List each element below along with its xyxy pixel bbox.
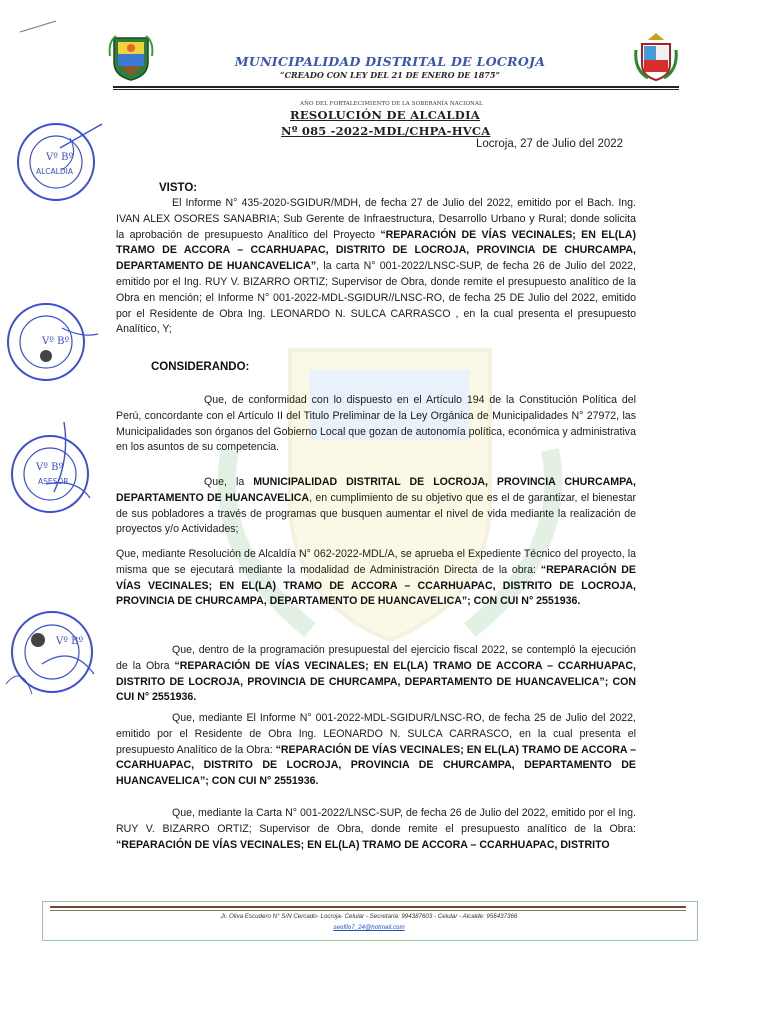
seal-1-label: ALCALDIA (36, 167, 73, 176)
project-name-3: “REPARACIÓN DE VÍAS VECINALES; EN EL(LA) TRAMO DE ACCORA – CCARHUAPAC, DISTRITO DE LOCROJA, PROVINCIA DE CHURCAMPA, DEPARTAMENTO DE HUANCAVELICA”; CON CUI N° 2551936. (116, 659, 636, 704)
considerando-text-6a: Que, mediante la Carta N° 001-2022/LNSC-SUP, de fecha 26 de Julio del 2022, emitido por el Ing. RUY V. BIZARRO ORTIZ; Supervisor de Obra, donde remite el presupuesto analítico de la Obra: (116, 807, 636, 835)
considerando-heading: CONSIDERANDO: (151, 361, 250, 373)
seal-3-vb: Vº Bº (36, 462, 64, 473)
header-divider (113, 86, 679, 90)
seal-municipal-icon (2, 298, 102, 386)
footer-divider-thin (50, 910, 686, 911)
considerando-paragraph-3 (116, 547, 636, 610)
year-name: AÑO DEL FORTALECIMIENTO DE LA SOBERANÍA NACIONAL (300, 101, 483, 107)
municipality-full-name: MUNICIPALIDAD DISTRITAL DE LOCROJA, PROVINCIA CHURCAMPA, DEPARTAMENTO DE HUANCAVELICA (116, 476, 636, 504)
considerando-text-4a: Que, dentro de la programación presupuestal del ejercicio fiscal 2022, se contempló la ejecución de la Obra (116, 644, 636, 672)
visto-paragraph (116, 196, 636, 338)
considerando-paragraph-2 (116, 475, 636, 538)
seal-gerencia-icon (2, 604, 102, 700)
visto-text-1: El Informe N° 435-2020-SGIDUR/MDH, de fecha 27 de Julio del 2022, emitido por el Bach. Ing. IVAN ALEX OSORES SANABRIA; Sub Gerente de Infraestructura, Desarrollo Urbano y Rural; donde solicita la aprobación de presupuesto Analítico del Proyecto (116, 197, 636, 241)
national-coat-of-arms-icon (632, 30, 680, 82)
considerando-paragraph-6 (116, 806, 636, 853)
municipality-motto: “CREADO CON LEY DEL 21 DE ENERO DE 1875” (279, 70, 501, 80)
project-name-5: “REPARACIÓN DE VÍAS VECINALES; EN EL(LA) TRAMO DE ACCORA – CCARHUAPAC, DISTRITO (116, 838, 610, 851)
seal-asesor-icon (6, 418, 102, 518)
place-date: Locroja, 27 de Julio del 2022 (476, 138, 624, 150)
considerando-paragraph-5 (116, 711, 636, 790)
resolution-number: Nº 085 -2022-MDL/CHPA-HVCA (281, 124, 491, 138)
considerando-text-5a: Que, mediante El Informe N° 001-2022-MDL-SGIDUR/LNSC-RO, de fecha 25 de Julio del 2022, emitido por el Residente de Obra Ing. LEONARDO N. SULCA CARRASCO, en la cual presenta el presupuesto Analítico de la Obra: (116, 712, 636, 756)
project-name-2: “REPARACIÓN DE VÍAS VECINALES; EN EL(LA) TRAMO DE ACCORA – CCARHUAPAC, DISTRITO DE LOCROJA, PROVINCIA DE CHURCAMPA, DEPARTAMENTO DE HUANCAVELICA”; CON CUI N° 2551936. (116, 563, 636, 608)
seal-1-vb: Vº Bº (46, 152, 74, 163)
footer-email-link[interactable]: seofilo7_24@hotmail.com (333, 924, 405, 931)
seal-4-vb: Vº Bº (56, 636, 84, 647)
project-name: “REPARACIÓN DE VÍAS VECINALES; EN EL(LA) TRAMO DE ACCORA – CCARHUAPAC, DISTRITO DE LOCROJA, PROVINCIA DE CHURCAMPA, DEPARTAMENTO DE HUANCAVELICA” (116, 228, 636, 273)
seal-alcaldia-icon (10, 118, 106, 208)
letterhead (100, 30, 680, 92)
seal-2-vb: Vº Bº (42, 336, 70, 347)
considerando-text-3a: Que, mediante Resolución de Alcaldía N° 062-2022-MDL/A, se aprueba el Expediente Técnico del proyecto, la misma que se ejecutará mediante la modalidad de Administración Directa de la obra: (116, 548, 636, 576)
considerando-text-1: Que, de conformidad con lo dispuesto en el Artículo 194 de la Constitución Política del Perú, concordante con el Artículo II del Titulo Preliminar de la Ley Orgánica de Municipalidades N° 27972, las Municipalidades son órganos del Gobierno Local que gozan de autonomía política, económica y administrativa en los asuntos de su competencia. (116, 394, 636, 454)
visto-heading: VISTO: (159, 182, 198, 194)
visto-text-2: , la carta N° 001-2022/LNSC-SUP, de fecha 26 de Julio del 2022, emitido por el Ing. RUY V. BIZARRO ORTIZ; Supervisor de Obra, donde remite el presupuesto analítico de la Obra en mención; el Informe N° 001-2022-MDL-SGIDUR//LNSC-RO, de fecha 25 DE Julio del 2022, emitido por el Residente de Obra Ing. LEONARDO N. SULCA CARRASCO , en la cual presenta el presupuesto Analítico, Y; (116, 260, 636, 336)
footer-divider (50, 906, 686, 908)
considerando-text-2b: , en cumplimiento de su objetivo que es el de garantizar, el bienestar de sus pobladores a través de programas que busquen aumentar el nivel de vida mediante la realización de proyectos y/o Actividades; (116, 491, 636, 536)
considerando-text-2a: Que, la (204, 476, 254, 488)
municipality-name: MUNICIPALIDAD DISTRITAL DE LOCROJA (234, 54, 546, 69)
seal-3-label: ASESOR (38, 477, 69, 486)
footer-address: Jr. Oliva Escudero N° S/N Cercado- Locroja- Celular - Secretaria: 994387603 - Celular - Alcalde: 956437366 (220, 913, 518, 920)
project-name-4: “REPARACIÓN DE VÍAS VECINALES; EN EL(LA) TRAMO DE ACCORA – CCARHUAPAC, DISTRITO DE LOCROJA, PROVINCIA DE CHURCAMPA, DEPARTAMENTO DE HUANCAVELICA”; CON CUI N° 2551936. (116, 743, 637, 788)
considerando-paragraph-1 (116, 393, 636, 456)
pen-mark-icon (18, 18, 58, 34)
resolution-title: RESOLUCIÓN DE ALCALDIA (290, 108, 480, 122)
considerando-paragraph-4 (116, 643, 636, 706)
